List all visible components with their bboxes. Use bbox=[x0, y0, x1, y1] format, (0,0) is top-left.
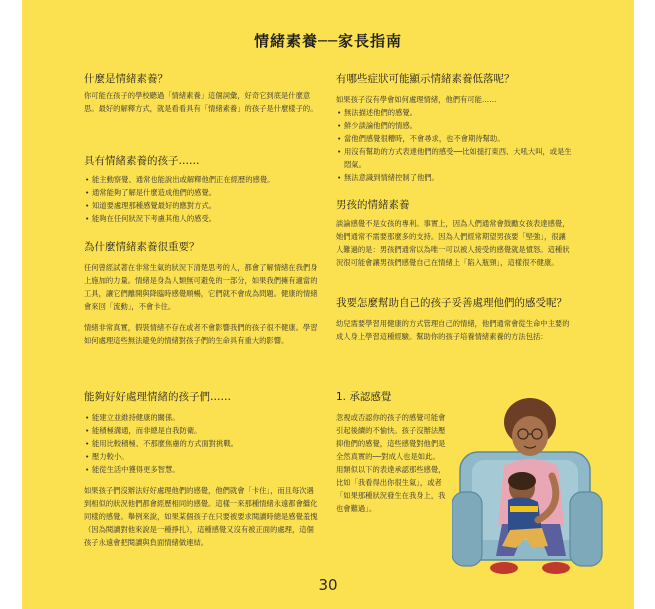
section-paragraph: 談論感覺不是女孩的專利。事實上，因為人們通常會鼓勵女孩表達感覺，她們通常不需要那麼多的支持。因為人們經常期望男孩要「堅強」，很讓人難過的是：男孩們通常以為唯一可以被人接受的感覺就是憤怒。這種狀況很可能會讓男孩們感覺自己在情緒上「陷入瓶頸」，這樣很不健康。 bbox=[336, 219, 570, 267]
section-paragraph: 忽視或否認你的孩子的感覺可能會引起後續的不愉快。孩子沒辦法壓抑他們的感覺，這些感覺對他們是全然真實的──對成人也是如此。用類似以下的表達承認那些感覺，比如「我看得出你很生氣」，或者「如果那種狀況發生在我身上，我也會難過」。 bbox=[336, 413, 446, 513]
section-paragraph: 你可能在孩子的學校聽過「情緒素養」這個詞彙，好奇它到底是什麼意思。最好的解釋方式，就是看看具有「情緒素養」的孩子是什麼樣子的。 bbox=[84, 91, 318, 113]
section-heading: 具有情緒素養的孩子…… bbox=[84, 155, 200, 167]
list-item: • 壓力較小。 bbox=[84, 450, 319, 463]
section-symptoms bbox=[336, 72, 572, 184]
section-heading: 1. 承認感覺 bbox=[336, 391, 392, 403]
page-title: 情緒素養──家長指南 bbox=[253, 32, 403, 50]
list-item: • 能夠在任何狀況下考慮其他人的感受。 bbox=[84, 212, 319, 225]
list-item: • 能用比較積極、不那麼焦慮的方式面對挑戰。 bbox=[84, 437, 319, 450]
section-acknowledge bbox=[336, 390, 446, 515]
section-why-important bbox=[84, 240, 319, 347]
section-literate-child bbox=[84, 154, 319, 225]
section-paragraph: 任何曾經試著在非常生氣的狀況下清楚思考的人，都會了解情緒在我們身上施加的力量。情緒是身為人類無可避免的一部分，如果我們擁有適當的工具，讓它們離開與降臨時感覺順暢，它們就不會成為問題。健康的情緒會來回「流動」，不會卡住。 bbox=[84, 263, 318, 311]
section-heading: 能夠好好處理情緒的孩子們…… bbox=[84, 391, 231, 403]
bullet-list bbox=[336, 106, 572, 184]
page bbox=[22, 0, 634, 609]
section-paragraph: 如果孩子沒有學會如何處理情緒，他們有可能…… bbox=[336, 95, 497, 104]
section-heading: 有哪些症狀可能顯示情緒素養低落呢？ bbox=[336, 73, 515, 85]
section-heading: 什麼是情緒素養？ bbox=[84, 73, 168, 85]
list-item: • 能積極溝通，而非總是自我防衛。 bbox=[84, 424, 319, 437]
list-item: • 能從生活中獲得更多智慧。 bbox=[84, 463, 319, 476]
list-item: • 鮮少談論他們的情感。 bbox=[336, 119, 572, 132]
parent-child-illustration bbox=[452, 396, 604, 576]
list-item: • 用沒有幫助的方式表達他們的感受──比如搥打東西、大吼大叫，或是生悶氣。 bbox=[336, 145, 572, 171]
bullet-list bbox=[84, 173, 319, 225]
list-item: • 能主動察覺、通常也能說出或解釋他們正在經歷的感覺。 bbox=[84, 173, 319, 186]
list-item: • 無法意識到情緒控制了他們。 bbox=[336, 171, 572, 184]
section-paragraph: 情緒非常真實，假裝情緒不存在或者不會影響我們的孩子很不健康。學習如何處理這些無法避免的情緒對孩子們的生命具有重大的影響。 bbox=[84, 323, 318, 345]
section-heading: 男孩的情緒素養 bbox=[336, 199, 410, 211]
section-paragraph: 如果孩子們沒辦法好好處理他們的感覺，他們就會「卡住」，而且每次遇到相似的狀況他們都會經歷相同的感覺。這樣一來那種情緒永遠都會繼化同樣的感覺。舉例來說，如果某個孩子在只要被要求閱讀時總是感覺羞愧（因為閱讀對他來說是一種掙扎），這種感覺又沒有被正面的處理，這個孩子永遠會把閱讀與負面情緒做連結。 bbox=[84, 486, 318, 547]
section-handle-emotions bbox=[84, 390, 319, 549]
list-item: • 通常能夠了解是什麼造成他們的感覺。 bbox=[84, 186, 319, 199]
section-heading: 為什麼情緒素養很重要？ bbox=[84, 241, 200, 253]
section-paragraph: 幼兒需要學習用健康的方式管理自己的情緒，他們通常會從生命中主要的成人身上學習這種經驗。幫助你的孩子培養情緒素養的方法包括： bbox=[336, 319, 570, 341]
list-item: • 知道要處理那種感覺最好的應對方式。 bbox=[84, 199, 319, 212]
list-item: • 無法描述他們的感覺。 bbox=[336, 106, 572, 119]
list-item: • 能建立並維持健康的關係。 bbox=[84, 411, 319, 424]
section-how-to-help bbox=[336, 296, 572, 343]
section-heading: 我要怎麼幫助自己的孩子妥善處理他們的感受呢？ bbox=[336, 297, 567, 309]
bullet-list bbox=[84, 411, 319, 476]
section-boys bbox=[336, 198, 572, 269]
section-what-is bbox=[84, 72, 319, 115]
page-number: 30 bbox=[318, 576, 338, 594]
list-item: • 當他們感覺很糟時，不會尋求，也不會期待幫助。 bbox=[336, 132, 572, 145]
